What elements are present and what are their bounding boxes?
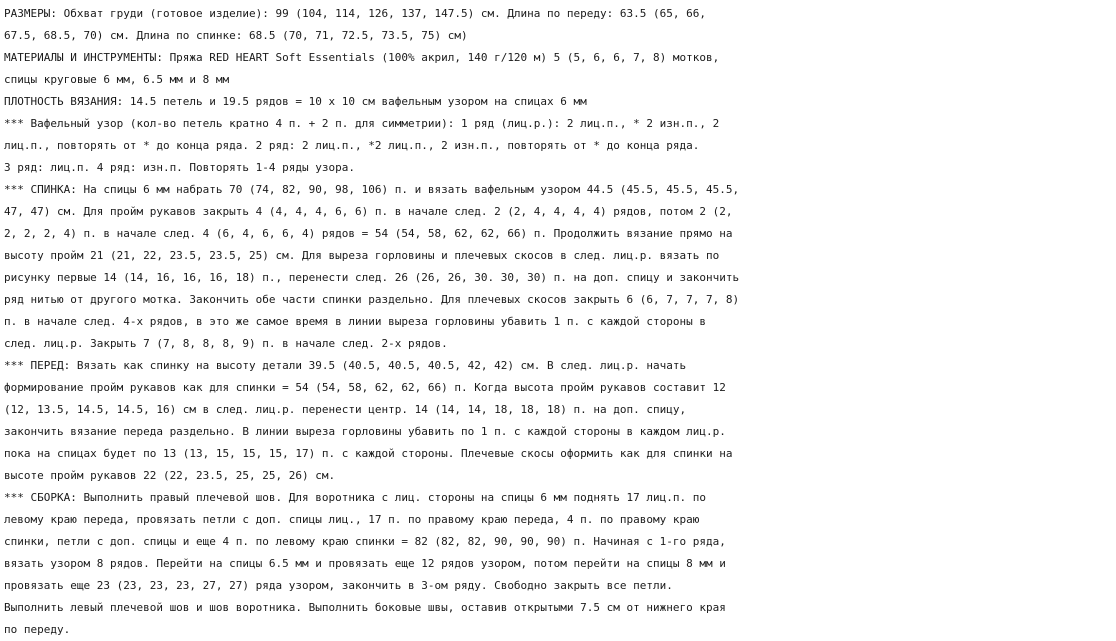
text-line-front-5: пока на спицах будет по 13 (13, 15, 15, 15, 17) п. с каждой стороны. Плечевые скосы оформить как для спинки на (4, 447, 733, 460)
text-line-assembly-5: провязать еще 23 (23, 23, 23, 27, 27) ряда узором, закончить в 3-ом ряду. Свободно закрыть все петли. (4, 579, 673, 592)
text-line-back-5: рисунку первые 14 (14, 16, 16, 16, 18) п., перенести след. 26 (26, 26, 30. 30, 30) п. на доп. спицу и закончить (4, 271, 740, 284)
text-line-front-3: (12, 13.5, 14.5, 14.5, 16) см в след. лиц.р. перенести центр. 14 (14, 14, 18, 18, 18) п. на доп. спицу, (4, 403, 687, 416)
text-line-gauge: ПЛОТНОСТЬ ВЯЗАНИЯ: 14.5 петель и 19.5 рядов = 10 х 10 см вафельным узором на спицах 6 мм (4, 95, 587, 108)
text-line-front-2: формирование пройм рукавов как для спинки = 54 (54, 58, 62, 62, 66) п. Когда высота пройм рукавов составит 12 (4, 381, 726, 394)
text-line-back-6: ряд нитью от другого мотка. Закончить обе части спинки раздельно. Для плечевых скосов закрыть 6 (6, 7, 7, 7, 8) (4, 293, 740, 306)
text-line-assembly-6: Выполнить левый плечевой шов и шов воротника. Выполнить боковые швы, оставив открытыми 7.5 см от нижнего края (4, 601, 726, 614)
text-line-front-6: высоте пройм рукавов 22 (22, 23.5, 25, 25, 26) см. (4, 469, 336, 482)
text-line-back-8: след. лиц.р. Закрыть 7 (7, 8, 8, 8, 9) п. в начале след. 2-х рядов. (4, 337, 448, 350)
text-line-assembly-2: левому краю переда, провязать петли с доп. спицы лиц., 17 п. по правому краю переда, 4 п. по правому краю (4, 513, 700, 526)
text-line-back-1: *** СПИНКА: На спицы 6 мм набрать 70 (74, 82, 90, 98, 106) п. и вязать вафельным узором 44.5 (45.5, 45.5, 45.5, (4, 183, 740, 196)
text-line-sizes-1: РАЗМЕРЫ: Обхват груди (готовое изделие): 99 (104, 114, 126, 137, 147.5) см. Длина по переду: 63.5 (65, 66, (4, 7, 706, 20)
text-line-assembly-3: спинки, петли с доп. спицы и еще 4 п. по левому краю спинки = 82 (82, 82, 90, 90, 90) п. Начиная с 1-го ряда, (4, 535, 726, 548)
text-line-back-3: 2, 2, 2, 4) п. в начале след. 4 (6, 4, 6, 6, 4) рядов = 54 (54, 58, 62, 62, 66) п. Продолжить вязание прямо на (4, 227, 733, 240)
text-line-materials-1: МАТЕРИАЛЫ И ИНСТРУМЕНТЫ: Пряжа RED HEART Soft Essentials (100% акрил, 140 г/120 м) 5 (5, 6, 6, 7, 8) мотков, (4, 51, 720, 64)
text-line-front-4: закончить вязание переда раздельно. В линии выреза горловины убавить по 1 п. с каждой стороны в каждом лиц.р. (4, 425, 726, 438)
text-line-pattern-1: *** Вафельный узор (кол-во петель кратно 4 п. + 2 п. для симметрии): 1 ряд (лиц.р.): 2 лиц.п., * 2 изн.п., 2 (4, 117, 720, 130)
text-line-back-2: 47, 47) см. Для пройм рукавов закрыть 4 (4, 4, 4, 6, 6) п. в начале след. 2 (2, 4, 4, 4, 4) рядов, потом 2 (2, (4, 205, 733, 218)
text-line-assembly-4: вязать узором 8 рядов. Перейти на спицы 6.5 мм и провязать еще 12 рядов узором, потом перейти на спицы 8 мм и (4, 557, 726, 570)
text-line-pattern-2: лиц.п., повторять от * до конца ряда. 2 ряд: 2 лиц.п., *2 лиц.п., 2 изн.п., повторять от * до конца ряда. (4, 139, 700, 152)
text-line-sizes-2: 67.5, 68.5, 70) см. Длина по спинке: 68.5 (70, 71, 72.5, 73.5, 75) см) (4, 29, 468, 42)
text-line-back-7: п. в начале след. 4-х рядов, в это же самое время в линии выреза горловины убавить 1 п. с каждой стороны в (4, 315, 706, 328)
text-line-materials-2: спицы круговые 6 мм, 6.5 мм и 8 мм (4, 73, 230, 86)
text-line-assembly-1: *** СБОРКА: Выполнить правый плечевой шов. Для воротника с лиц. стороны на спицы 6 мм поднять 17 лиц.п. по (4, 491, 706, 504)
text-line-front-1: *** ПЕРЕД: Вязать как спинку на высоту детали 39.5 (40.5, 40.5, 40.5, 42, 42) см. В след. лиц.р. начать (4, 359, 687, 372)
text-line-back-4: высоту пройм 21 (21, 22, 23.5, 23.5, 25) см. Для выреза горловины и плечевых скосов в след. лиц.р. вязать по (4, 249, 720, 262)
text-line-assembly-7: по переду. (4, 623, 71, 636)
text-line-pattern-3: 3 ряд: лиц.п. 4 ряд: изн.п. Повторять 1-4 ряды узора. (4, 161, 355, 174)
